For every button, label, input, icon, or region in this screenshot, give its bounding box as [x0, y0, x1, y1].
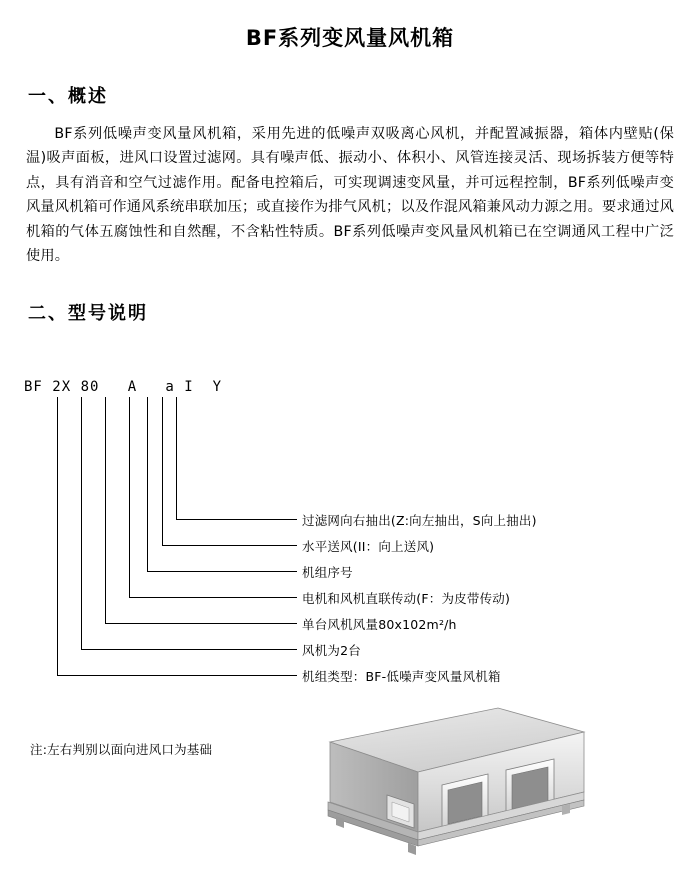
leader-line-h-3: [129, 597, 297, 598]
page-title: BF系列变风量风机箱: [245, 26, 455, 50]
leader-line-h-5: [81, 649, 297, 650]
leader-line-h-6: [57, 675, 297, 676]
leader-line-v-4: [105, 397, 106, 623]
section-heading-overview: 一、概述: [28, 86, 108, 107]
legend-label-2: 机组序号: [302, 564, 353, 580]
model-code-diagram: [0, 339, 700, 684]
document-page: [0, 22, 700, 891]
leader-line-v-6: [57, 397, 58, 675]
leader-line-v-5: [81, 397, 82, 649]
leader-line-h-2: [147, 571, 297, 572]
legend-label-0: 过滤网向右抽出(Z:向左抽出，S向上抽出): [302, 512, 537, 528]
leader-line-v-1: [162, 397, 163, 545]
leader-line-h-0: [176, 519, 297, 520]
legend-label-6: 机组类型：BF-低噪声变风量风机箱: [302, 668, 501, 684]
legend-label-1: 水平送风(II：向上送风): [302, 538, 435, 554]
overview-paragraph: BF系列低噪声变风量风机箱，采用先进的低噪声双吸离心风机，并配置减振器，箱体内壁贴(保温)吸声面板，进风口设置过滤网。具有噪声低、振动小、体积小、风管连接灵活、现场拆装方便等特点，具有消音和空气过滤作用。配备电控箱后，可实现调速变风量，并可远程控制，BF系列低噪声变风量风机箱可作通风系统串联加压；或直接作为排气风机；以及作混风箱兼风动力源之用。要求通过风机箱的气体五腐蚀性和自然醒，不含粘性特质。BF系列低噪声变风量风机箱已在空调通风工程中广泛使用。: [26, 126, 674, 265]
legend-label-5: 风机为2台: [302, 642, 361, 658]
leader-line-v-0: [176, 397, 177, 519]
leader-line-v-2: [147, 397, 148, 571]
leader-line-h-4: [105, 623, 297, 624]
section-heading-model: 二、型号说明: [28, 302, 148, 324]
legend-label-3: 电机和风机直联传动(F：为皮带传动): [302, 590, 511, 606]
legend-label-4: 单台风机风量80x102m²/h: [302, 616, 457, 632]
leader-line-v-3: [129, 397, 130, 597]
model-code-string: BF 2X 80 A a I Y: [24, 378, 223, 395]
product-illustration: [292, 698, 592, 863]
note-text: 注:左右判别以面向进风口为基础: [30, 742, 213, 757]
leader-line-h-1: [162, 545, 297, 546]
